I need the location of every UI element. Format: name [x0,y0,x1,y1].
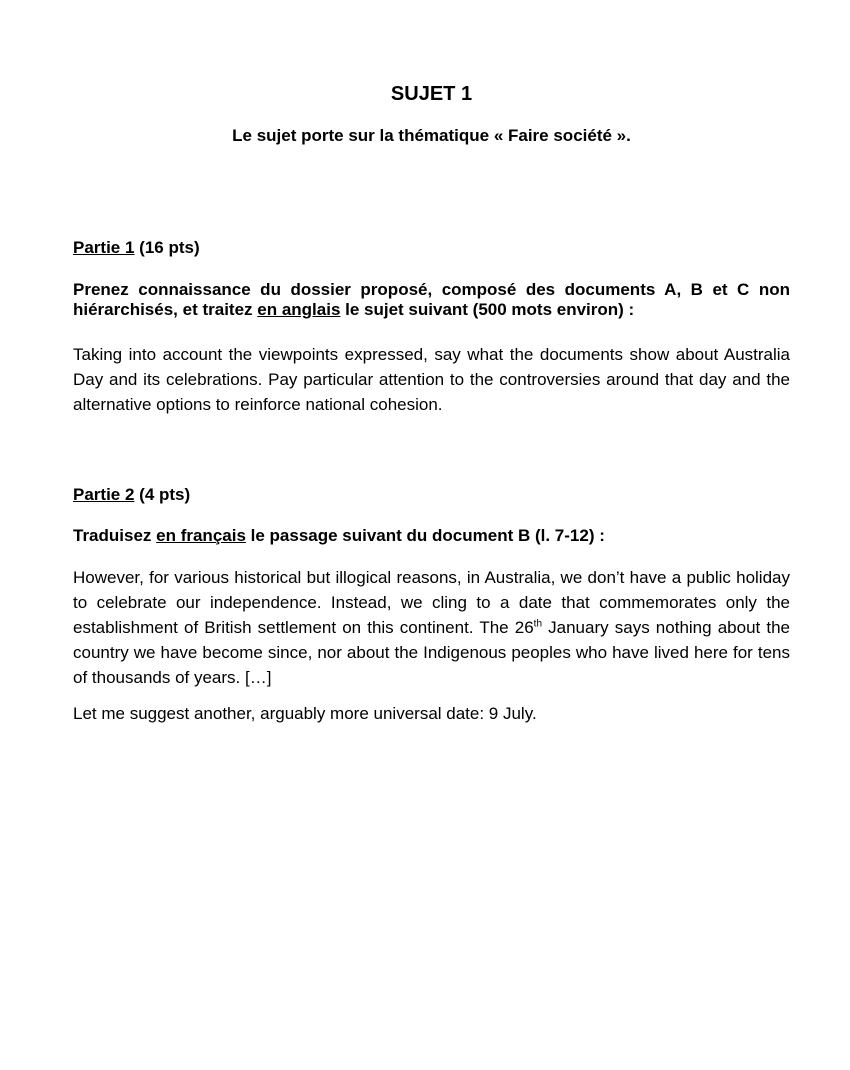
part1-heading-points: (16 pts) [134,238,200,257]
part2-passage-last: Let me suggest another, arguably more universal date: 9 July. [73,704,537,723]
part2-heading-points: (4 pts) [134,485,191,504]
part1-instruction-pre: Prenez connaissance du dossier proposé, composé des documents A, B et C non hiérarchisés, et traitez [73,280,790,319]
part2-passage [73,565,790,690]
part1-heading [73,237,200,259]
part2-passage-pre: However, for various historical but illogical reasons, in Australia, we don’t have a public holiday to celebrate our independence. Instead, we cling to a date that commemorates only the establishment of British settlement on this continent. The 26 [73,568,790,637]
part2-passage-ordinal: th [533,618,543,630]
part1-instruction-language: en anglais [257,300,341,319]
part2-instruction-language: en français [156,526,246,545]
page-title: SUJET 1 [390,83,473,105]
page-subtitle: Le sujet porte sur la thématique « Faire société ». [232,126,631,145]
part1-heading-label: Partie 1 [73,238,135,257]
part2-heading-label: Partie 2 [73,485,135,504]
part1-instruction [73,280,790,320]
part1-subject: Taking into account the viewpoints expressed, say what the documents show about Australia Day and its celebrations. Pay particular attention to the controversies around that day and the alternative options to reinforce national cohesion. [73,345,790,414]
part1-instruction-post: le sujet suivant (500 mots environ) : [340,300,635,319]
part2-heading [73,484,190,506]
part2-instruction-pre: Traduisez [73,526,157,545]
part2-instruction [73,526,790,546]
part2-passage-post: January says nothing about the country we have become since, nor about the Indigenous peoples who have lived here for tens of thousands of years. […] [73,618,790,687]
part2-instruction-post: le passage suivant du document B (l. 7-12) : [245,526,605,545]
